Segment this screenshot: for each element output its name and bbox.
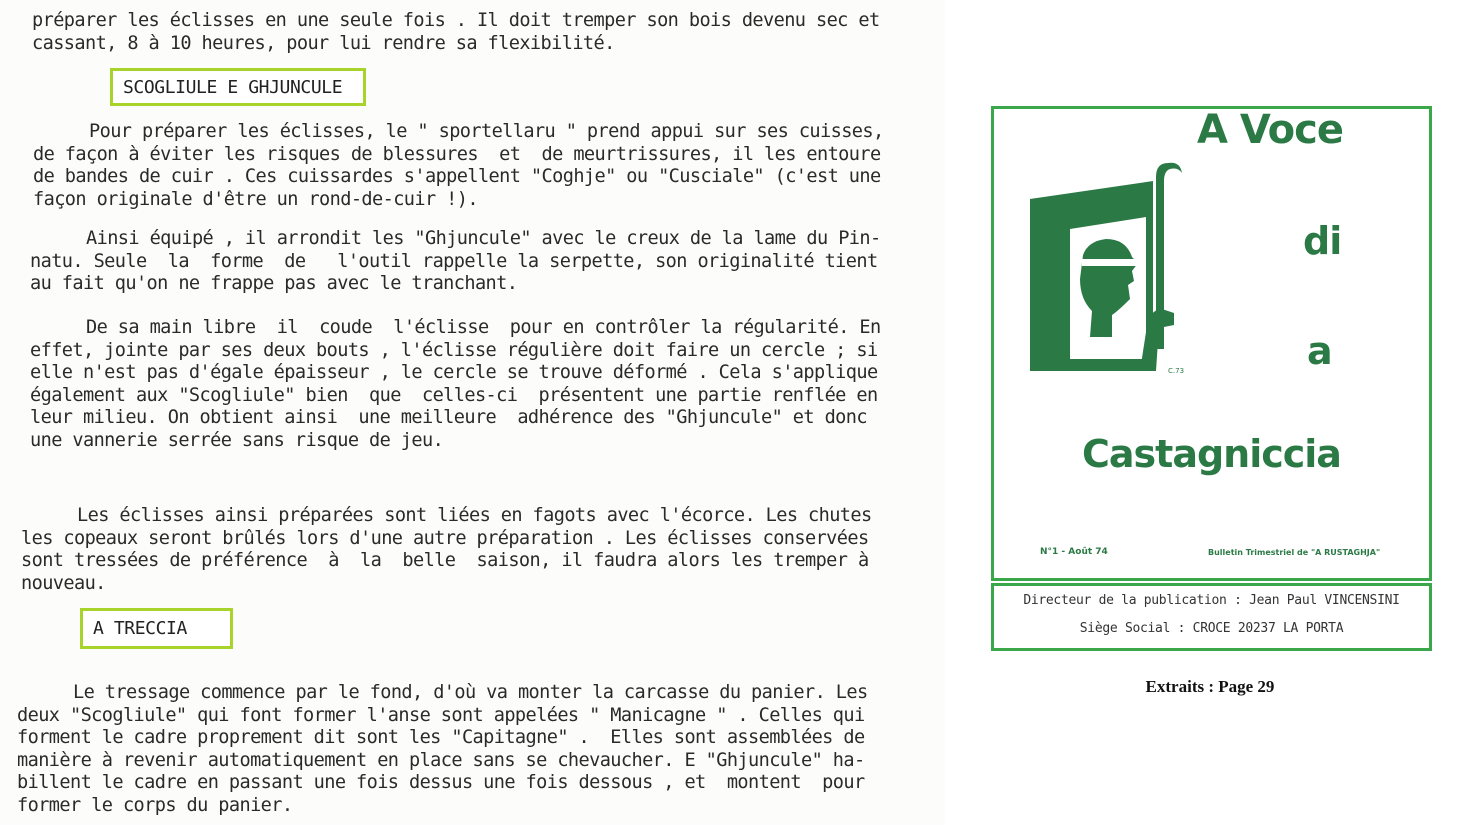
paragraph-cuissardes: Pour préparer les éclisses, le " sportellaru " prend appui sur ses cuisses, de façon à éviter les risques de blessures et de meurtrissures, il les entoure de bandes de cuir . Ces cuissardes s'appellent "Coghje" ou "Cusciale" (c'est une façon originale d'être un rond-de-cuir !). — [33, 121, 884, 210]
masthead-director: Directeur de la publication : Jean Paul VINCENSINI — [1023, 593, 1400, 608]
page-caption: Extraits : Page 29 — [1145, 677, 1275, 696]
paragraph-pinnatu: Ainsi équipé , il arrondit les "Ghjuncule" avec le creux de la lame du Pin- natu. Seule la forme de l'outil rappelle la serpette, son originalité tient au fait qu'on ne frappe pas avec le tranchant. — [30, 228, 881, 294]
cover-title-castagniccia: Castagniccia — [1082, 432, 1341, 476]
masthead-box — [991, 583, 1432, 651]
cover-bulletin-label: Bulletin Trimestriel de "A RUSTAGHJA" — [1208, 548, 1381, 557]
moor-head-flag-illustration — [1028, 159, 1208, 379]
cover-issue-number: N°1 - Août 74 — [1040, 547, 1108, 557]
masthead-address: Siège Social : CROCE 20237 LA PORTA — [1079, 621, 1344, 636]
heading-a-treccia: A TRECCIA — [80, 608, 233, 649]
paragraph-fagots: Les éclisses ainsi préparées sont liées en fagots avec l'écorce. Les chutes les copeaux seront brûlés lors d'une autre préparation . Les éclisses conservées sont tressées de préférence à la belle saison, il faudra alors les tremper à nouveau. — [21, 505, 872, 594]
cover-title-di: di — [1303, 219, 1342, 263]
heading-scogliule: SCOGLIULE E GHJUNCULE — [110, 68, 366, 106]
paragraph-intro: préparer les éclisses en une seule fois . Il doit tremper son bois devenu sec et cassant, 8 à 10 heures, pour lui rendre sa flexibilité. — [32, 10, 880, 54]
paragraph-tressage: Le tressage commence par le fond, d'où va monter la carcasse du panier. Les deux "Scogliule" qui font former l'anse sont appelées " Manicagne " . Celles qui forment le cadre proprement dit sont les "Capitagne" . Elles sont assemblées de manière à revenir automatiquement en place sans se chevaucher. E "Ghjuncule" ha- billent le cadre en passant une fois dessus une fois dessous , et montent pour former le corps du panier. — [17, 682, 868, 816]
magazine-cover — [991, 106, 1432, 581]
cover-title-a-voce: A Voce — [1197, 107, 1343, 153]
paragraph-regularite: De sa main libre il coude l'éclisse pour en contrôler la régularité. En effet, jointe par ses deux bouts , l'éclisse régulière doit faire un cercle ; si elle n'est pas d'égale épaisseur , le cercle se trouve déformé . Cela s'applique également aux "Scogliule" bien que celles-ci présentent une partie renflée en leur milieu. On obtient ainsi une meilleure adhérence des "Ghjuncule" et donc une vannerie serrée sans risque de jeu. — [30, 317, 881, 451]
cover-signature: C.73 — [1168, 367, 1185, 375]
cover-title-a: a — [1307, 329, 1332, 373]
